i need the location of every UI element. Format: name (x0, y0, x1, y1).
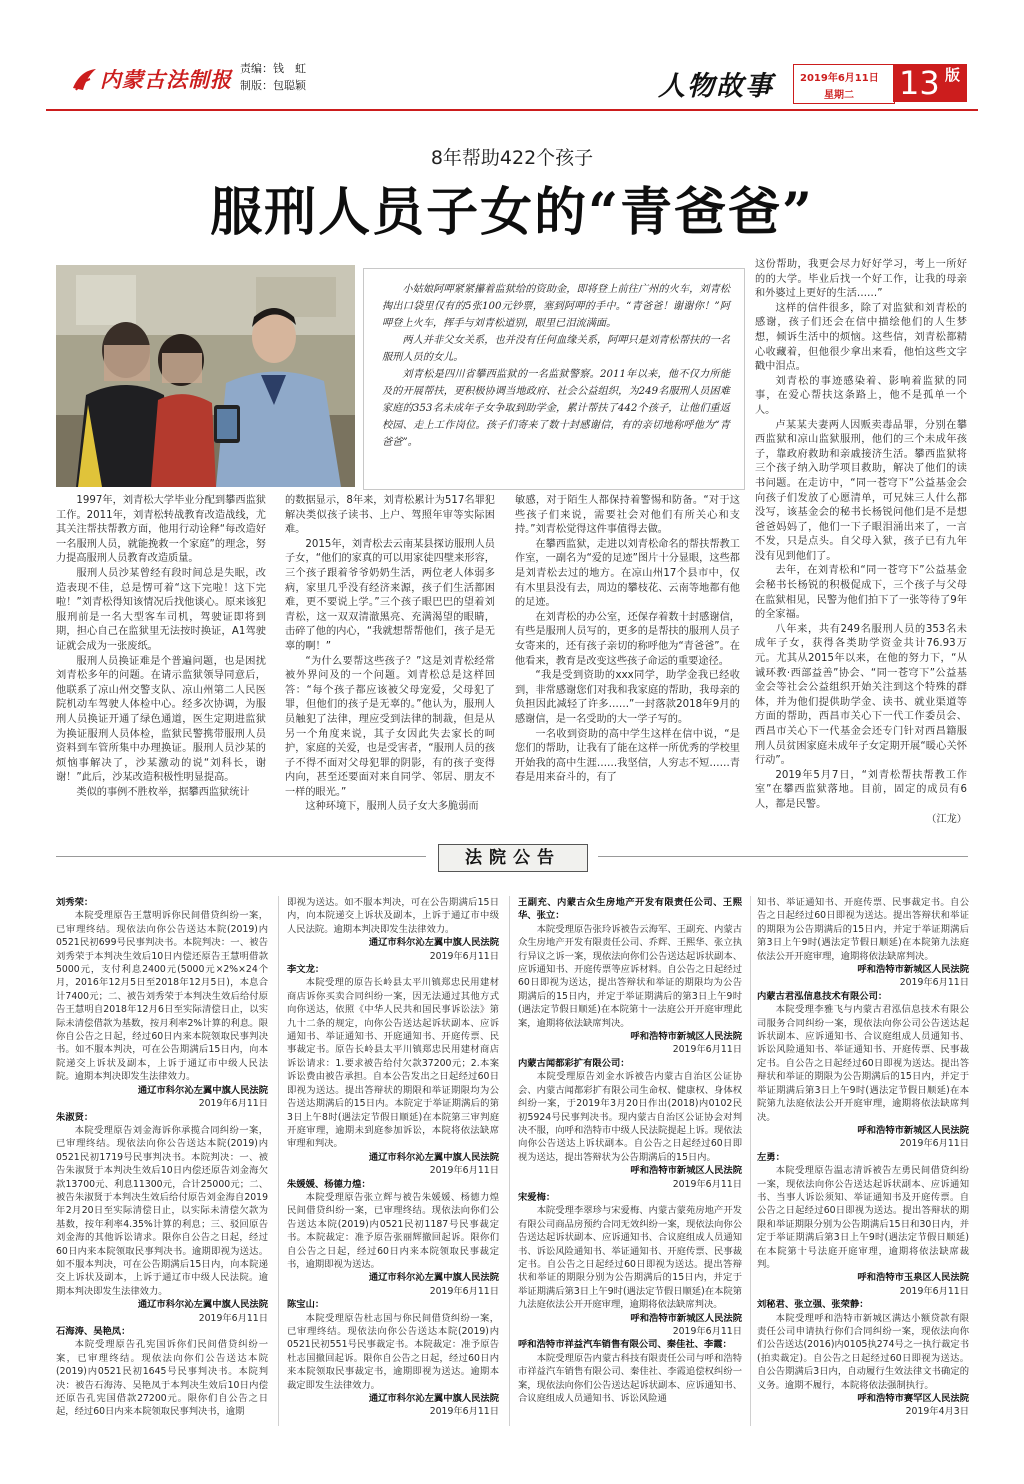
editor-line: 责编：钱 虹 (240, 62, 306, 75)
notice-body: 本院受理原告王慧明诉你民间借贷纠纷一案，已审理终结。现依法向你公告送达本院(2019)内0521民初699号民事判决书。本院判决：一、被告刘秀荣于本判决生效后10日内偿还原告王慧明借款5000元，支付利息2400元(5000元×2%×24个月，2016年12月5日至2018年12月5日)，本息合计7400元；二、被告刘秀荣于本判决生效后给付原告王慧明自2018年12月6日至实际清偿日止，以实际未清偿借款为基数，按月利率2%计算的利息。限你自公告之日起，经过60日内来本院领取民事判决书。如不服本判决，可在公告期满后15日内，向本院递交上诉状及副本，上诉于通辽市中级人民法院。逾期本判决即发生法律效力。 (56, 910, 268, 1083)
notice-date: 2019年6月11日 (672, 1178, 742, 1190)
notice-date: 2019年6月11日 (429, 1285, 499, 1297)
notice-body: 知书、举证通知书、开庭传票、民事裁定书。自公告之日起经过60日即视为送达。提出答辩状和举证的期限为公告期满后的15日内，并定于举证期满后第3日上午9时(遇法定节假日顺延)在本院第九法庭依法公开开庭审理，逾期将依法缺席判决。 (757, 897, 969, 962)
body-paragraph: 卢某某夫妻两人因贩卖毒品罪，分别在攀西监狱和凉山监狱服刑，他们的三个未成年孩子，靠政府救助和亲戚接济生活。攀西监狱将三个孩子纳入助学项目救助，解决了他们的读书问题。在走访中，“同一苍穹下”公益基金会向孩子们发放了心愿清单，可兄妹三人什么都没写，该基金会的秘书长杨锐问他们是不是想爸爸妈妈了，他们一下子眼泪涌出来了，一言不发，只是点头。自父母入狱，孩子已有九年没有见到他们了。 (755, 419, 967, 562)
banner-rule-right (598, 856, 968, 857)
notice-recipient: 朱淑贤： (56, 1111, 94, 1123)
notice-body: 本院受理原告温志清诉被告左勇民间借贷纠纷一案，现依法向你公告送达起诉状副本、应诉通知书、当事人诉讼须知、举证通知书及开庭传票。自公告之日起经过60日即视为送达。提出答辩状的期限和举证期限分别为公告期满后15日和30日内，并定于举证期满后第3日上午9时(遇法定节假日顺延)在本院第十号法庭开庭审理，逾期将依法缺席裁判。 (757, 1165, 969, 1270)
article-byline: （江龙） (926, 813, 967, 825)
body-paragraph: 刘青松的事迹感染着、影响着监狱的同事，在爱心帮扶这条路上，他不是孤单一个人。 (755, 375, 967, 416)
notice-body: 本院受理原告杜志国与你民间借贷纠纷一案，已审理终结。现依法向你公告送达本院(2019)内0521民初551号民事裁定书。本院裁定：准予原告杜志国撤回起诉。限你自公告之日起，经过60日内来本院领取民事裁定书，逾期即视为送达。逾期本裁定即发生法律效力。 (287, 1312, 499, 1391)
body-paragraph: “我是受到资助的xxx同学，助学金我已经收到，非常感谢您们对我和我家庭的帮助，我母亲的负担因此减轻了许多……”一封落款2018年9月的感谢信，是一名受助的大一学子写的。 (515, 670, 740, 725)
article-column-3 (515, 494, 740, 816)
notice-body: 本院受理原告刘金水诉被告内蒙古自治区公证协会、内蒙古闻都彩扩有限公司生命权、健康权、身体权纠纷一案，于2019年3月20日作出(2018)内0102民初5924号民事判决书。现内蒙古自治区公证协会对判决不服，向呼和浩特市中级人民法院提起上诉。现依法向你公告送达上诉状副本。自公告之日起经过60日即视为送达，提出答辩状为公告期满后的15日内。 (518, 1071, 742, 1163)
notice-court: 通辽市科尔沁左翼中旗人民法院 (137, 1299, 268, 1311)
body-paragraph: 服刑人员沙某曾经有段时间总是失眠，改造表现不佳，总是愣可着“这下完啦！这下完啦！”刘青松得知该情况后找他谈心。原来该犯服刑前是一名大型客车司机，驾驶证即将到期，担心自己在监狱里无法按时换证，A1驾驶证就会成为一张废纸。 (56, 567, 266, 652)
notice-date: 2019年6月11日 (198, 1312, 268, 1324)
notice-recipient: 宋爱梅： (518, 1191, 556, 1203)
notice-column-2 (287, 896, 499, 1432)
issue-date: 2019年6月11日 (800, 73, 879, 84)
notice-court: 呼和浩特市新城区人民法院 (630, 1312, 742, 1324)
notice-date: 2019年6月11日 (672, 1326, 742, 1337)
body-paragraph: 八年来，共有249名服刑人员的353名未成年子女，获得各类助学资金共计76.93万元。尤其从2015年以来，在他的努力下，“从诚环教·西部益善”协会、“同一苍穹下”公益基金会等社会公益组织开始关注到这个特殊的群体，并为他们提供助学金、读书、就业渠道等方面的帮助，西昌市关心下一代工作委员会、西昌市关心下一代基金会还专门针对西昌籍服刑人员贫困家庭未成年子女定期开展“暖心关怀行动”。 (755, 623, 967, 767)
notice-court: 通辽市科尔沁左翼中旗人民法院 (137, 1084, 268, 1096)
notice-date: 2019年6月11日 (899, 1138, 969, 1150)
issue-weekday: 星期二 (824, 90, 854, 101)
notice-recipient: 石海涛、吴艳凤： (56, 1326, 131, 1337)
notice-court: 通辽市科尔沁左翼中旗人民法院 (368, 1151, 499, 1163)
intro-paragraph: 刘青松是四川省攀西监狱的一名监狱警察。2011年以来，他不仅力所能及的开展帮扶，更积极协调当地政府、社会公益组织，为249名服刑人员困难家庭的353名未成年子女争取到助学金，累计帮扶了442个孩子，让他们重返校园、走上工作岗位。孩子们寄来了数十封感谢信，有的亲切地称呼他为“青爸爸”。 (382, 369, 730, 448)
article-photo (56, 265, 355, 487)
notice-column-1 (56, 896, 268, 1432)
body-paragraph: 1997年，刘青松大学毕业分配到攀西监狱工作。2011年，刘青松转战教育改造战线，尤其关注帮扶帮教方面，他用行动诠释“每改造好一名服刑人员，就能挽救一个家庭”的理念，努力提高服刑人员教育改造质量。 (56, 495, 266, 565)
body-paragraph: 类似的事例不胜枚举，据攀西监狱统计 (76, 786, 250, 798)
notice-body: 即视为送达。如不服本判决，可在公告期满后15日内，向本院递交上诉状及副本，上诉于通辽市中级人民法院。逾期本判决即发生法律效力。 (287, 897, 499, 935)
body-paragraph: 2015年，刘青松去云南某县探访服刑人员子女，“他们的家真的可以用家徒四壁来形容，三个孩子跟着爷爷奶奶生活，两位老人体弱多病，家里几乎没有经济来源，孩子们生活都困难，更不要说上学。”三个孩子眼巴巴的望着刘青松，这一双双清澈黑亮、充满渴望的眼睛，击碎了他的内心，“我就想帮帮他们，孩子是无辜的啊！” (285, 538, 495, 652)
notice-date: 2019年6月11日 (672, 1044, 742, 1056)
notice-court: 呼和浩特市新城区人民法院 (857, 1124, 969, 1136)
notice-court: 通辽市科尔沁左翼中旗人民法院 (368, 1272, 499, 1284)
date-box (793, 64, 895, 104)
body-paragraph: 在刘青松的办公室，还保存着数十封感谢信，有些是服刑人员写的，更多的是帮扶的服刑人员子女寄来的，还有孩子亲切的称呼他为“青爸爸”。在他看来，教育是改变这些孩子命运的重要途径。 (515, 611, 740, 667)
notice-date: 2019年6月11日 (429, 1165, 499, 1177)
notice-body: 本院受理李翠珍与宋爱梅、内蒙古蒙苑房地产开发有限公司商品房预约合同无效纠纷一案，现依法向你公告送达起诉状副本、应诉通知书、合议庭组成人员通知书、诉讼风险通知书、举证通知书、开庭传票、民事裁定书。自公告之日起经过60日即视为送达。提出答辩状和举证的期限分别为公告期满后的15日内，并定于举证期满后第3日上午9时(遇法定节假日顺延)在本院第九法庭依法公开开庭审理，逾期将依法缺席判决。 (518, 1205, 742, 1311)
notice-court: 呼和浩特市新城区人民法院 (630, 1031, 742, 1043)
notice-court: 呼和浩特市新城区人民法院 (630, 1165, 742, 1177)
body-paragraph: 这份帮助，我更会尽力好好学习，考上一所好的的大学。毕业后找一个好工作，让我的母亲和外婆过上更好的生活……” (755, 259, 967, 300)
article-intro (363, 268, 745, 490)
page-number-box (893, 64, 967, 102)
page-suffix: 版 (945, 66, 961, 84)
masthead (0, 0, 1024, 112)
notice-body: 本院受理原告孔宪国诉你们民间借贷纠纷一案，已审理终结。现依法向你们公告送达本院(2019)内0521民初1645号民事判决书。本院判决：被告石海涛、吴艳凤于本判决生效后10日内偿还原告孔宪国借款27200元。限你们自公告之日起，经过60日内来本院领取民事判决书，逾期 (56, 1339, 268, 1418)
article-column-1 (56, 494, 266, 816)
notice-court: 呼和浩特市新城区人民法院 (857, 964, 969, 976)
notice-date: 2019年4月3日 (905, 1406, 969, 1418)
notice-recipient: 呼和浩特市祥益汽车销售有限公司、秦佳社、李霞： (518, 1339, 732, 1351)
notice-column-3 (518, 896, 742, 1432)
body-paragraph: 2019年5月7日，“刘青松帮扶帮教工作室”在攀西监狱落地。目前，固定的成员有6人，都是民警。 (755, 769, 967, 810)
body-paragraph: 这样的信件很多，除了对监狱和刘青松的感谢，孩子们还会在信中描绘他们的人生梦想，倾诉生活中的烦恼。这些信，刘青松都精心收藏着，但他很少拿出来看，他怕这些文字戳中泪点。 (755, 302, 967, 373)
notice-body: 本院受理原告张立辉与被告朱媛媛、杨德力煌民间借贷纠纷一案，已审理终结。现依法向你们公告送达本院(2019)内0521民初1187号民事裁定书。本院裁定：准予原告张丽辉撤回起诉。限你们自公告之日起，经过60日内来本院领取民事裁定书，逾期即视为送达。 (287, 1191, 499, 1270)
notice-date: 2019年6月11日 (899, 1285, 969, 1297)
article-column-4 (755, 258, 967, 825)
notice-body: 本院受理李雅飞与内蒙古君泓信息技术有限公司服务合同纠纷一案，现依法向你公司公告送达起诉状副本、应诉通知书、合议庭组成人员通知书、诉讼风险通知书、举证通知书、开庭传票、民事裁定书。自公告之日起经过60日即视为送达。提出答辩状和举证的期限为公告期满后的15日内，并定于举证期满后第3日上午9时(遇法定节假日顺延)在本院第九法庭依法公开开庭审理，逾期将依法缺席判决。 (757, 1004, 969, 1123)
notice-body: 本院受理原告内蒙古科技有限责任公司与呼和浩特市祥益汽车销售有限公司、秦佳社、李霞追偿权纠纷一案，现依法向你们公告送达起诉状副本、应诉通知书、合议庭组成人员通知书、诉讼风险通 (518, 1352, 742, 1405)
intro-paragraph: 两人并非父女关系，也并没有任何血缘关系，阿呷只是刘青松帮扶的一名服刑人员的女儿。 (382, 335, 730, 363)
notice-body: 本院受理原告刘金海诉你承揽合同纠纷一案，已审理终结。现依法向你公告送达本院(2019)内0521民初1719号民事判决书。本院判决：一、被告朱淑贤于本判决生效后10日内偿还原告刘金海欠款13700元、利息11300元，合计25000元；二、被告朱淑贤于本判决生效后给付原告刘金海自2019年2月20日至实际清偿日止，以实际未清偿欠款为基数，按年利率4.35%计算的利息；三、驳回原告刘金海的其他诉讼请求。限你自公告之日起，经过60日内来本院领取民事判决书。逾期即视为送达。如不服本判决，可在公告期满后15日内，向本院递交上诉状及副本，上诉于通辽市中级人民法院。逾期本判决即发生法律效力。 (56, 1124, 268, 1297)
notice-recipient: 内蒙古闻都彩扩有限公司： (518, 1057, 630, 1069)
photo-illustration (56, 265, 355, 487)
notice-recipient: 朱媛媛、杨德力煌： (287, 1178, 371, 1190)
body-paragraph: 去年，在刘青松和“同一苍穹下”公益基金会秘书长杨锐的积极促成下，三个孩子与父母在监狱相见，民警为他们拍下了一张等待了9年的全家福。 (755, 565, 967, 621)
notice-recipient: 陈宝山： (287, 1299, 325, 1311)
column-divider (509, 896, 510, 1426)
notice-body: 本院受理呼和浩特市新城区满达小额贷款有限责任公司申请执行你们合同纠纷一案，现依法向你们公告送达(2016)内0105执274号之一执行裁定书(拍卖裁定)。自公告之日起经过60日即视为送达。自公告期满后3日内，自动履行生效法律文书确定的义务。逾期不履行，本院将依法强制执行。 (757, 1312, 969, 1391)
notice-date: 2019年6月11日 (429, 950, 499, 962)
notice-date: 2019年6月11日 (429, 1406, 499, 1418)
notice-recipient: 左勇： (757, 1151, 785, 1163)
article-column-2 (285, 494, 495, 816)
column-divider (750, 896, 751, 1426)
notice-body: 本院受理的原告长岭县太平川镇郑忠民用建材商店诉你买卖合同纠纷一案，因无法通过其他方式向你送达，依照《中华人民共和国民事诉讼法》第九十二条的规定，向你公告送达起诉状副本、应诉通知书、举证通知书、开庭通知书、开庭传票、民事裁定书。原告长岭县太平川镇郑忠民用建材商店诉讼请求：1.要求被告给付欠款37200元；2.本案诉讼费由被告承担。自本公告发出之日起经过60日即视为送达。提出答辩状的期限和举证期限均为公告送达期满后的15日内。本院定于举证期满后的第3日上午8时(遇法定节假日顺延)在本院第三审判庭开庭审理，逾期未到庭参加诉讼，本院将依法缺席审理和判决。 (287, 977, 499, 1150)
notice-court: 通辽市科尔沁左翼中旗人民法院 (368, 937, 499, 949)
body-paragraph: 在攀西监狱，走进以刘青松命名的帮扶帮教工作室，一副名为“爱的足迹”图片十分显眼，这些都是刘青松去过的地方。在凉山州17个县市中，仅有木里县没有去，周边的攀枝花、云南等地都有他的足迹。 (515, 538, 740, 609)
layout-line: 制版：包聪颖 (240, 79, 306, 92)
notice-column-4 (757, 896, 969, 1432)
notice-recipient: 王副充、内蒙古众生房地产开发有限责任公司、王熙华、张立： (518, 897, 742, 922)
paper-name: 内蒙古法制报 (100, 67, 232, 92)
body-paragraph: 服刑人员换证难是个普遍问题，也是困扰刘青松多年的问题。在请示监狱领导同意后，他联系了凉山州交警支队、凉山州第二人民医院机动车驾驶人体检中心。经多次协调，为服刑人员换证开通了绿色通道，医生定期进监狱为换证服刑人员体检，监狱民警携带服刑人员资料到车管所集中办理换证。服刑人员沙某的烦恼事解决了，沙某激动的说“刘科长，谢谢！”此后，沙某改造积极性明显提高。 (56, 655, 266, 784)
notice-recipient: 内蒙古君泓信息技术有限公司： (757, 990, 888, 1002)
notices-title: 法院公告 (438, 844, 588, 872)
body-paragraph: 一名收到资助的高中学生这样在信中说，“是您们的帮助，让我有了能在这样一所优秀的学校里开始我的高中生涯……我坚信，人穷志不短……青春是用来奋斗的，有了 (515, 728, 740, 784)
body-paragraph: 这种环境下，服刑人员子女大多脆弱而 (305, 801, 479, 813)
notice-date: 2019年6月11日 (198, 1098, 268, 1110)
newspaper-logo (70, 64, 250, 98)
body-paragraph: “为什么要帮这些孩子？”这是刘青松经常被外界问及的一个问题。刘青松总是这样回答：“每个孩子都应该被父母宠爱，父母犯了罪，但他们的孩子是无辜的。”他认为，服刑人员触犯了法律，理应受到法律的制裁，但是从另一个角度来说，其子女因此失去家长的呵护，家庭的关爱，也是受害者，“服刑人员的孩子不得不面对父母犯罪的阴影，有的孩子变得内向，甚至还要面对来自同学、邻居、朋友不一样的眼光。” (285, 655, 495, 798)
notice-recipient: 李文龙： (287, 964, 325, 976)
logo-mark-icon (70, 66, 98, 94)
notice-body: 本院受理原告张玲诉被告云海军、王副充、内蒙古众生房地产开发有限责任公司、乔辉、王熙华、张立执行异议之诉一案，现依法向你们公告送达起诉状副本、应诉通知书、开庭传票等应诉材料。自公告之日起经过60日即视为送达，提出答辩状和举证的期限均为公告期满后的15日内，并定于举证期满后的第3日上午9时(遇法定节假日顺延)在本院第十一法庭公开开庭审理此案，逾期将依法缺席判决。 (518, 923, 742, 1029)
notice-court: 呼和浩特市玉泉区人民法院 (857, 1272, 969, 1284)
article-subtitle: 8年帮助422个孩子 (430, 147, 594, 169)
notice-recipient: 刘秀荣： (56, 897, 94, 908)
article-headline: 服刑人员子女的“青爸爸” (210, 182, 814, 243)
masthead-rule (46, 109, 978, 111)
body-paragraph: 的数据显示，8年来，刘青松累计为517名罪犯解决类似孩子读书、上户、驾照年审等实际困难。 (285, 495, 495, 536)
notice-court: 通辽市科尔沁左翼中旗人民法院 (368, 1393, 499, 1405)
notice-date: 2019年6月11日 (899, 977, 969, 989)
intro-paragraph: 小姑娘阿呷紧紧攥着监狱给的资助金，即将登上前往广州的火车，刘青松掏出口袋里仅有的5张100元钞票，塞到阿呷的手中。“青爸爸！谢谢你！”阿呷登上火车，挥手与刘青松道别，眼里已泪流满面。 (382, 284, 730, 329)
notice-court: 呼和浩特市赛罕区人民法院 (857, 1393, 969, 1405)
section-name: 人物故事 (658, 71, 774, 102)
body-paragraph: 敏感，对于陌生人都保持着警惕和防备。“对于这些孩子们来说，需要社会对他们有所关心和支持。”刘青松觉得这件事值得去做。 (515, 495, 740, 536)
column-divider (278, 896, 279, 1426)
page-number: 13 (899, 64, 940, 102)
notice-recipient: 刘秘君、张立强、张荣静： (757, 1299, 869, 1311)
banner-rule-left (56, 856, 426, 857)
editor-credits (240, 60, 306, 94)
